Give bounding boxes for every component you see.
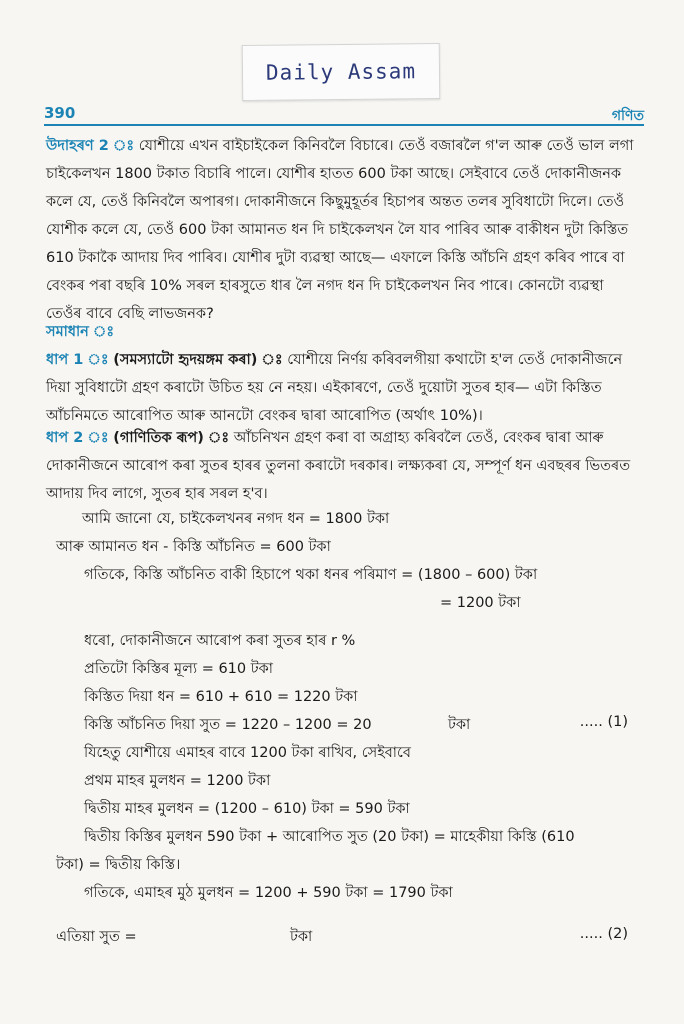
- daily-assam-stamp: Daily Assam: [242, 43, 441, 101]
- example-label: উদাহৰণ 2 ঃ: [46, 138, 135, 154]
- second-installment-line-a: দ্বিতীয় কিস্তিৰ মুলধন 590 টকা + আৰোপিত সুত (20 টকা) = মাহেকীয়া কিস্তি (610: [84, 829, 575, 845]
- now-interest-unit: টকা: [290, 929, 313, 945]
- first-month-line: প্ৰথম মাহৰ মুলধন = 1200 টকা: [84, 773, 271, 789]
- since-line: যিহেতু যোশীয়ে এমাহৰ বাবে 1200 টকা ৰাখিব, সেইবাবে: [84, 745, 411, 761]
- deposit-line: আৰু আমানত ধন - কিস্তি আঁচনিত = 600 টকা: [56, 539, 331, 555]
- step1-title: (সমস্যাটো হৃদয়ঙ্গম কৰা) ঃ: [113, 352, 283, 368]
- step2-paragraph: [46, 424, 642, 508]
- interest-unit: টকা: [448, 717, 471, 733]
- step1-label: ধাপ 1 ঃ: [46, 352, 109, 368]
- page-number: 390: [44, 104, 76, 122]
- header-rule: [44, 124, 644, 126]
- second-month-line: দ্বিতীয় মাহৰ মুলধন = (1200 – 610) টকা = 590 টকা: [84, 801, 410, 817]
- step1-paragraph: [46, 346, 642, 430]
- page-header: [44, 104, 644, 126]
- equation-1-label: ..... (1): [579, 714, 628, 730]
- step2-title: (গাণিতিক ৰূপ) ঃ: [113, 430, 230, 446]
- cash-price-line: আমি জানো যে, চাইকেলখনৰ নগদ ধন = 1800 টকা: [82, 511, 390, 527]
- total-paid-line: কিস্তিত দিয়া ধন = 610 + 610 = 1220 টকা: [84, 689, 358, 705]
- equation-2-label: ..... (2): [579, 926, 628, 942]
- step2-label: ধাপ 2 ঃ: [46, 430, 109, 446]
- step1-text: যোশীয়ে নিৰ্ণয় কৰিবলগীয়া কথাটো হ'ল তেওঁ দোকানীজনে দিয়া সুবিধাটো গ্ৰহণ কৰাটো উচিত হয় নে নহয়। এইকাৰণে, তেওঁ দুয়োটা সুতৰ হাৰ— এটা কিস্তিত আঁচনিমতে আৰোপিত আৰু আনটো বেংকৰ দ্বাৰা আৰোপিত (অৰ্থাৎ 10%)।: [46, 352, 623, 424]
- installment-value-line: প্ৰতিটো কিস্তিৰ মূল্য = 610 টকা: [84, 661, 273, 677]
- example-paragraph: [46, 132, 642, 328]
- now-interest-line: এতিয়া সুত =: [56, 929, 137, 945]
- balance-line: গতিকে, কিস্তি আঁচনিত বাকী হিচাপে থকা ধনৰ পৰিমাণ = (1800 – 600) টকা: [84, 567, 538, 583]
- total-principal-line: গতিকে, এমাহৰ মুঠ মুলধন = 1200 + 590 টকা = 1790 টকা: [84, 885, 453, 901]
- example-text: যোশীয়ে এখন বাইচাইকেল কিনিবলৈ বিচাৰে। তেওঁ বজাৰলৈ গ'ল আৰু তেওঁ ভাল লগা চাইকেলখন 1800 টকাত বিচাৰি পালে। যোশীৰ হাতত 600 টকা আছে। সেইবাবে তেওঁ দোকানীজনক কলে যে, তেওঁ কিনিবলৈ অপাৰগ। দোকানীজনে কিছুমুহূৰ্তৰ হিচাপৰ অন্তত তলৰ সুবিধাটো দিলে। তেওঁ যোশীক কলে যে, তেওঁ 600 টকা আমানত ধন দি চাইকেলখন লৈ যাব পাৰিব আৰু বাকীধন দুটা কিস্তিত 610 টকাকৈ আদায় দিব পাৰিব। যোশীৰ দুটা ব্যৱস্থা আছে— এফালে কিস্তি আঁচনি গ্ৰহণ কৰিব পাৰে বা বেংকৰ পৰা বছৰি 10% সৰল হাৰসুতে ধাৰ লৈ নগদ ধন দি চাইকেলখন নিব পাৰে। কোনটো ব্যৱস্থা তেওঁৰ বাবে বেছি লাভজনক?: [46, 138, 634, 322]
- assume-rate-line: ধৰো, দোকানীজনে আৰোপ কৰা সুতৰ হাৰ r %: [84, 633, 356, 649]
- interest-paid-line: কিস্তি আঁচনিত দিয়া সুত = 1220 – 1200 = 20: [84, 717, 372, 733]
- step2-text: আঁচনিখন গ্ৰহণ কৰা বা অগ্ৰাহ্য কৰিবলৈ তেওঁ, বেংকৰ দ্বাৰা আৰু দোকানীজনে আৰোপ কৰা সুতৰ হাৰৰ তুলনা কৰাটো দৰকাৰ। লক্ষ্যকৰা যে, সম্পূৰ্ণ ধন এবছৰৰ ভিতৰত আদায় দিব লাগে, সুতৰ হাৰ সৰল হ'ব।: [46, 430, 631, 502]
- running-title: গণিত: [611, 108, 644, 124]
- solution-label: সমাধান ঃ: [46, 324, 115, 340]
- balance-result: = 1200 টকা: [440, 595, 521, 611]
- second-installment-line-b: টকা) = দ্বিতীয় কিস্তি।: [56, 857, 181, 873]
- solution-heading: [46, 318, 642, 346]
